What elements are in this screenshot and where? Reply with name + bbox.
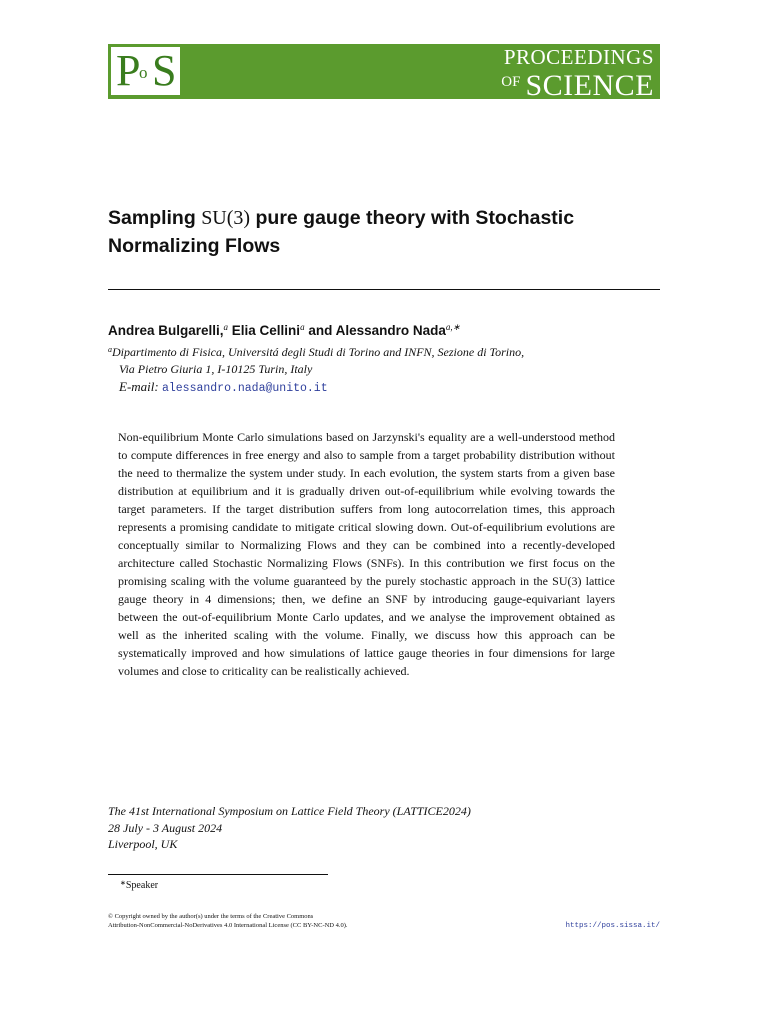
- of-science-label: [501, 67, 654, 106]
- title-part1: Sampling: [108, 207, 202, 229]
- conference-name: The 41st International Symposium on Lattice Field Theory (LATTICE2024): [108, 804, 471, 818]
- contact-email: [119, 378, 328, 397]
- title-part2: pure gauge theory with Stochastic Normalizing Flows: [108, 207, 575, 257]
- email-link[interactable]: alessandro.nada@unito.it: [161, 382, 328, 395]
- author-3-affil: a,∗: [445, 322, 461, 332]
- license-notice: [108, 912, 348, 930]
- abstract: Non-equilibrium Monte Carlo simulations based on Jarzynski's equality are a well-understood method to compute differences in free energy and also to sample from a target probability distribution without the need to thermalize the system under study. In each evolution, the system starts from a given base distribution at equilibrium and it is gradually driven out-of-equilibrium while evolving towards the target parameters. If the target distribution suffers from long autocorrelation times, this approach represents a promising candidate to mitigate critical slowing down. Out-of-equilibrium evolutions are conceptually similar to Normalizing Flows and they can be combined into a recently-developed architecture called Stochastic Normalizing Flows (SNFs). In this contribution we first focus on the promising scaling with the volume guaranteed by the purely stochastic approach in the SU(3) lattice gauge theory in 4 dimensions; then, we define an SNF by introducing gauge-equivariant layers between the out-of-equilibrium Monte Carlo updates, and we analyse the improvement obtained as well as the inherited scaling with the volume. Finally, we discuss how this approach can be systematically improved and how simulations of lattice gauge theories in four dimensions for large volumes and close to criticality can be realistically achieved.: [118, 430, 615, 678]
- license-line-2: Attribution-NonCommercial-NoDerivatives 4.0 International License (CC BY-NC-ND 4.0).: [108, 922, 348, 929]
- pos-header-banner: [108, 44, 660, 102]
- conference-location: Liverpool, UK: [108, 837, 178, 851]
- author-1-affil: a: [223, 322, 229, 332]
- author-2: Elia Cellini: [228, 323, 301, 338]
- license-line-1: © Copyright owned by the author(s) under the terms of the Creative Commons: [108, 913, 314, 920]
- pos-logo: [111, 47, 180, 95]
- affiliation-mark: a: [108, 345, 112, 354]
- title-rule: [108, 289, 660, 290]
- pos-url-link[interactable]: https://pos.sissa.it/: [565, 922, 660, 930]
- conference-info: [108, 803, 471, 853]
- footnote-mark: ∗: [120, 879, 126, 887]
- affiliation: [108, 341, 524, 378]
- author-2-affil: a: [300, 322, 305, 332]
- paper-title: [108, 204, 660, 260]
- proceedings-label: PROCEEDINGS: [503, 45, 654, 69]
- author-1: Andrea Bulgarelli,: [108, 323, 224, 338]
- author-3: and Alessandro Nada: [304, 323, 446, 338]
- science-label: SCIENCE: [525, 69, 654, 102]
- affiliation-text-1: Dipartimento di Fisica, Universitá degli Studi di Torino and INFN, Sezione di Torino,: [112, 345, 525, 359]
- of-label: OF: [501, 74, 521, 90]
- author-list: [108, 318, 460, 340]
- email-label: E-mail:: [119, 379, 159, 394]
- affiliation-line-1: [108, 341, 524, 361]
- footnote-rule: [108, 874, 328, 875]
- logo-letter-s: S: [152, 46, 177, 95]
- footnote: [120, 877, 158, 892]
- footnote-text: Speaker: [125, 880, 159, 891]
- affiliation-line-2: Via Pietro Giuria 1, I-10125 Turin, Italy: [119, 362, 313, 376]
- title-math: SU(3): [201, 207, 251, 229]
- logo-letter-p: P: [116, 46, 141, 95]
- logo-letter-o: o: [139, 63, 148, 82]
- conference-dates: 28 July - 3 August 2024: [108, 820, 223, 835]
